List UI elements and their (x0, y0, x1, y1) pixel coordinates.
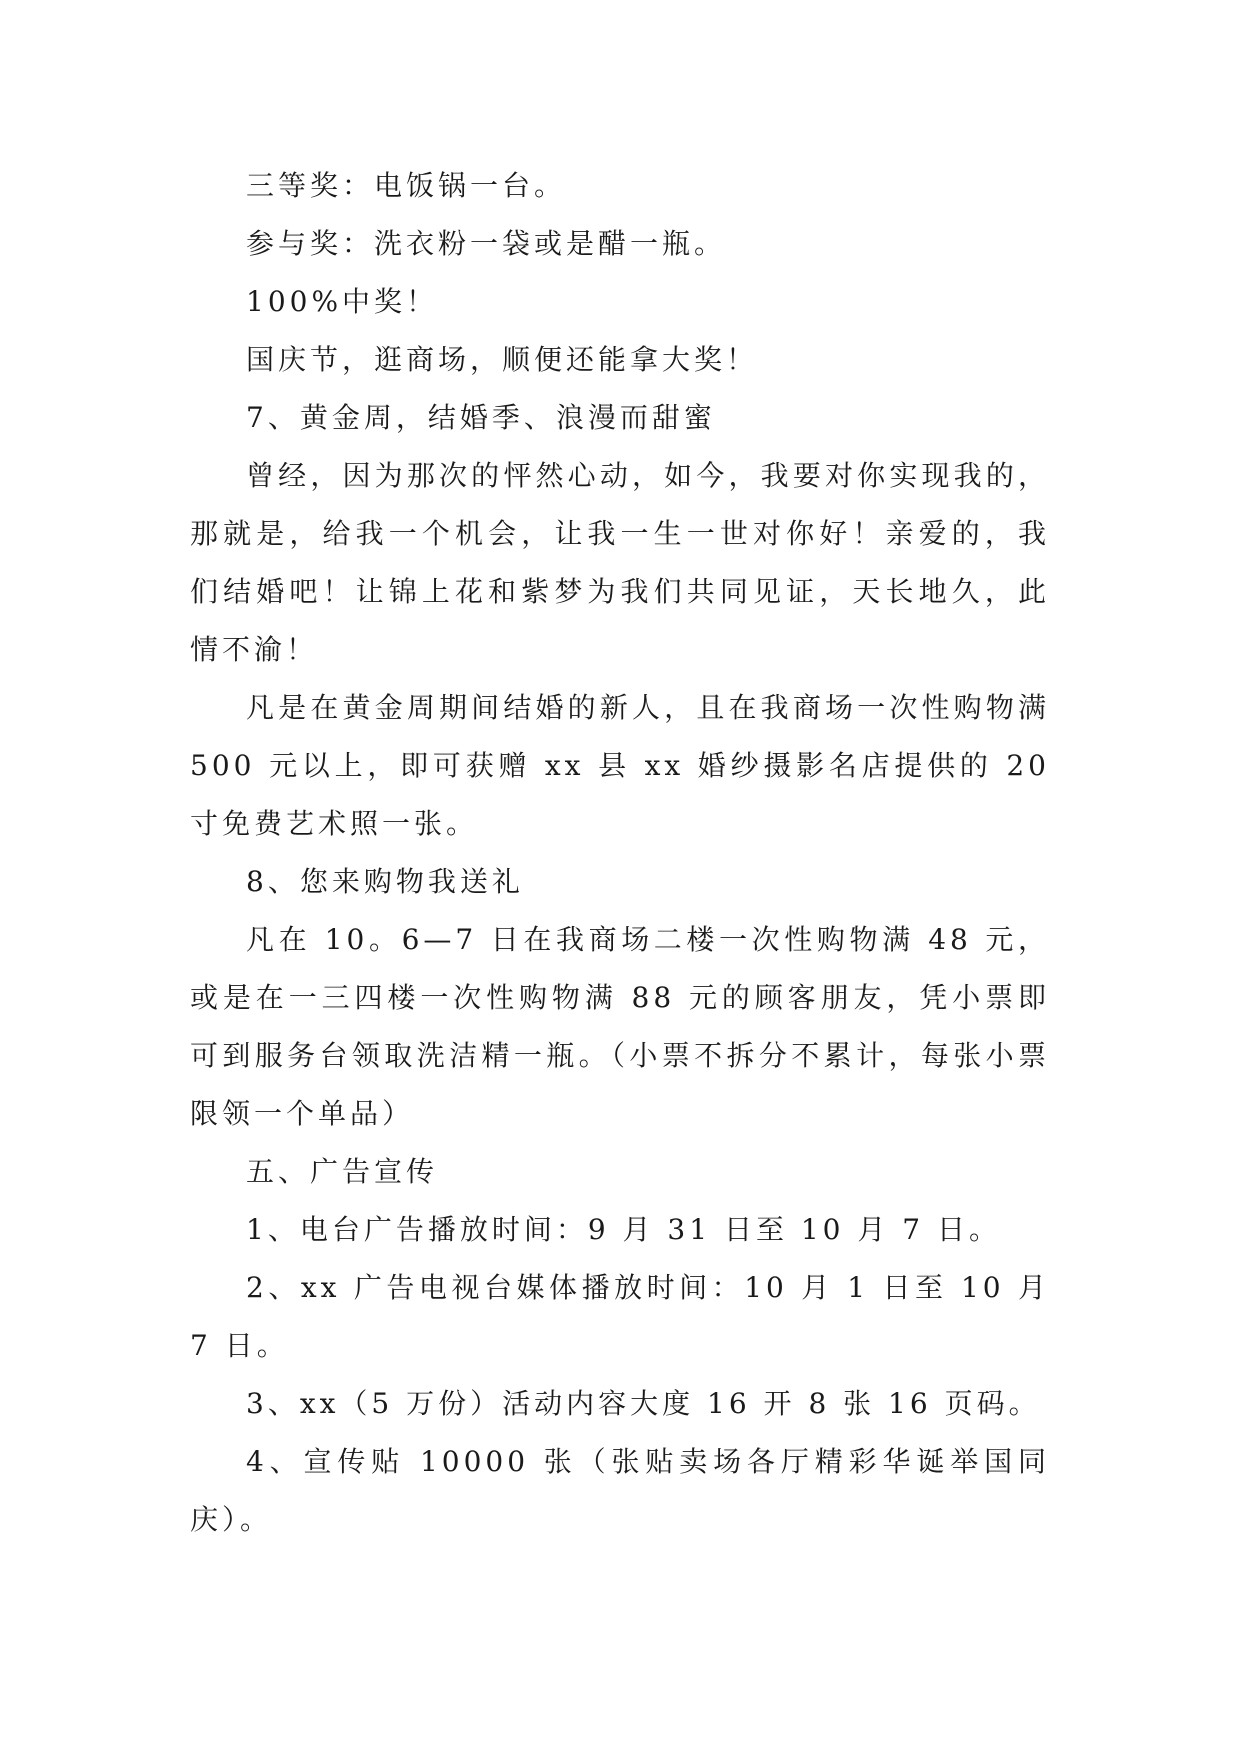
list-item-tv-ads: 2、xx 广告电视台媒体播放时间：10 月 1 日至 10 月 7 日。 (190, 1271, 1050, 1362)
list-item-radio-ads: 1、电台广告播放时间：9 月 31 日至 10 月 7 日。 (246, 1213, 1002, 1246)
document-body (190, 157, 1050, 1549)
section-heading-advertising: 五、广告宣传 (246, 1155, 439, 1188)
list-item-flyers: 3、xx（5 万份）活动内容大度 16 开 8 张 16 页码。 (246, 1387, 1041, 1420)
paragraph-third-prize: 三等奖：电饭锅一台。 (246, 169, 567, 202)
paragraph-gift-offer: 凡在 10。6—7 日在我商场二楼一次性购物满 48 元，或是在一三四楼一次性购物满 88 元的顾客朋友，凭小票即可到服务台领取洗洁精一瓶。（小票不拆分不累计，每张小票限领一个单品） (190, 923, 1050, 1130)
paragraph-wedding-offer: 凡是在黄金周期间结婚的新人，且在我商场一次性购物满 500 元以上，即可获赠 xx 县 xx 婚纱摄影名店提供的 20 寸免费艺术照一张。 (190, 691, 1050, 840)
paragraph-participation-prize: 参与奖：洗衣粉一袋或是醋一瓶。 (246, 227, 727, 260)
section-heading-gift: 8、您来购物我送礼 (246, 865, 524, 898)
paragraph-wedding-message: 曾经，因为那次的怦然心动，如今，我要对你实现我的，那就是，给我一个机会，让我一生一世对你好！亲爱的，我们结婚吧！让锦上花和紫梦为我们共同见证，天长地久，此情不渝！ (190, 459, 1050, 666)
list-item-posters: 4、宣传贴 10000 张（张贴卖场各厅精彩华诞举国同庆）。 (190, 1445, 1050, 1536)
section-heading-golden-week: 7、黄金周，结婚季、浪漫而甜蜜 (246, 401, 716, 434)
paragraph-guaranteed-win: 100%中奖！ (246, 285, 439, 318)
paragraph-national-day: 国庆节，逛商场，顺便还能拿大奖！ (246, 343, 759, 376)
